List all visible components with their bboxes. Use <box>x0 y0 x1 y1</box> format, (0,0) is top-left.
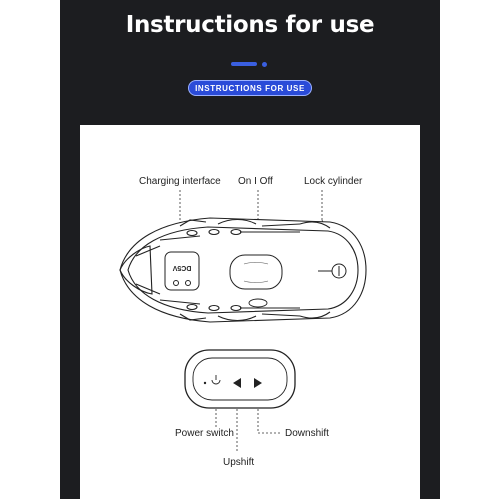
label-on-off: On I Off <box>238 176 273 187</box>
label-downshift: Downshift <box>285 428 329 439</box>
label-upshift: Upshift <box>223 457 255 468</box>
charging-port-icon <box>165 252 199 290</box>
instructions-badge: INSTRUCTIONS FOR USE <box>188 80 312 96</box>
on-off-switch-icon <box>230 255 282 289</box>
remote-control-icon <box>185 350 295 408</box>
port-marking: DC5V <box>172 264 192 271</box>
label-lock-cylinder: Lock cylinder <box>304 176 363 187</box>
label-charging-interface: Charging interface <box>139 176 221 187</box>
page-title: Instructions for use <box>125 12 375 38</box>
car-logo-icon <box>249 299 267 307</box>
label-power-switch: Power switch <box>175 428 234 439</box>
